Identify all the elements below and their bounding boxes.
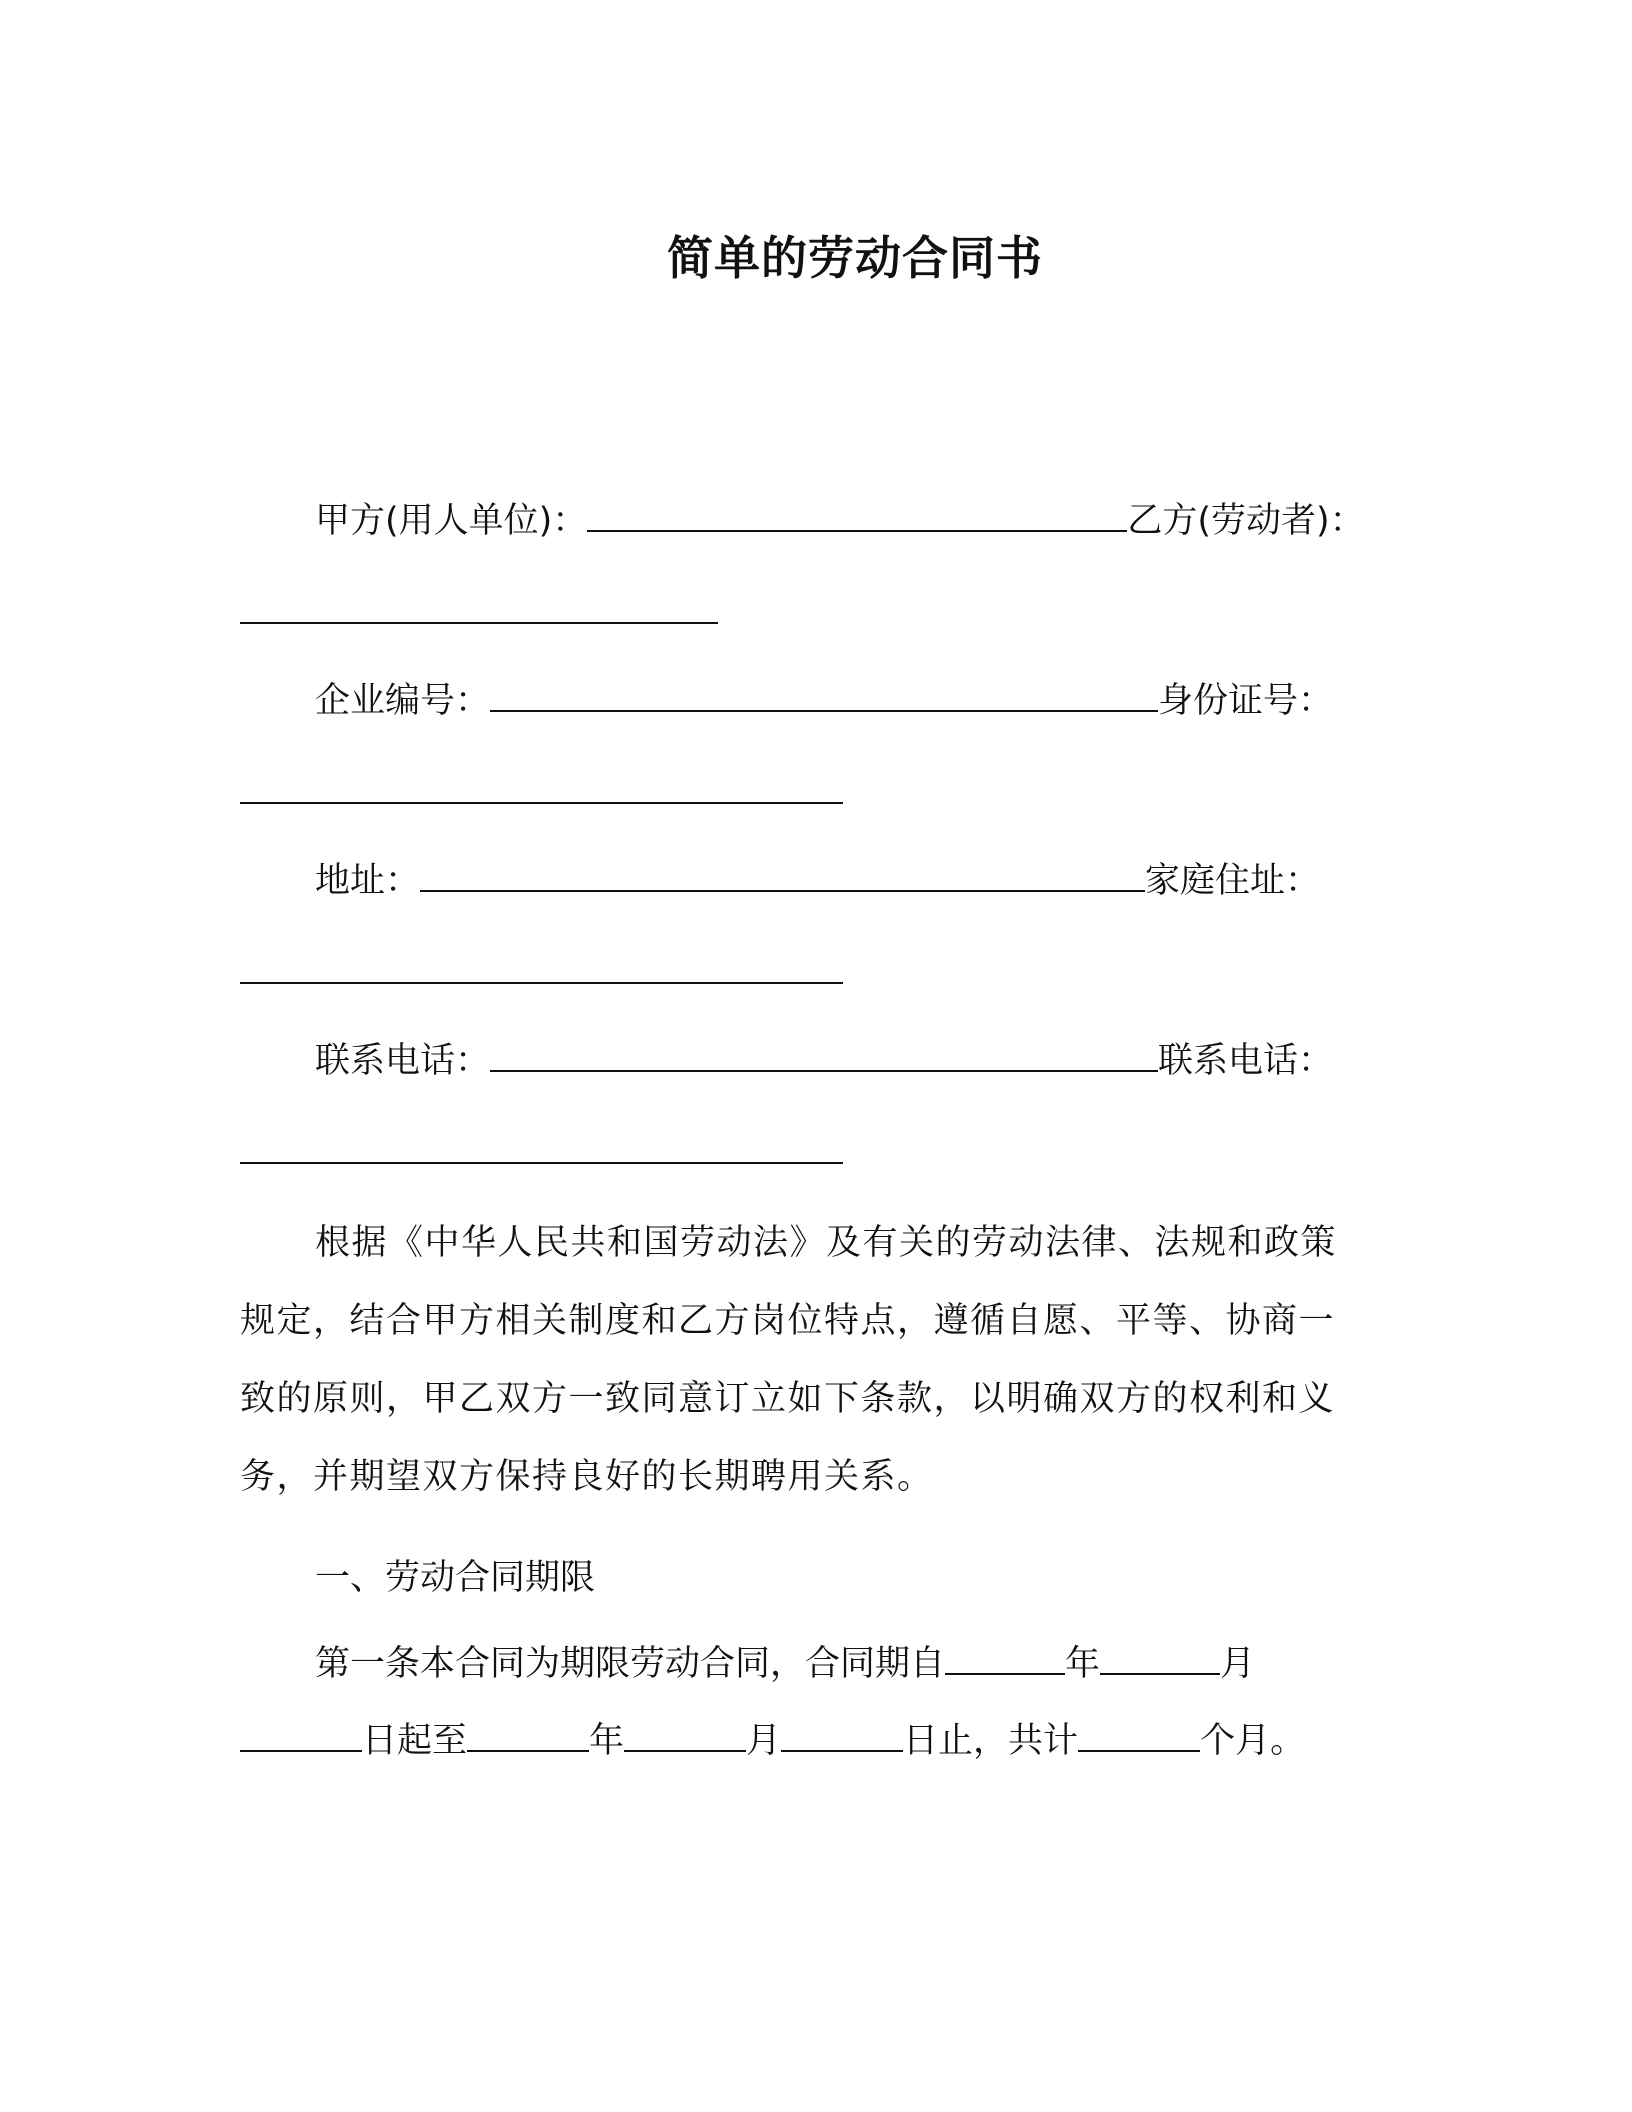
employee-blank[interactable] (240, 622, 718, 624)
article1-text-start: 第一条本合同为期限劳动合同，合同期自 (315, 1644, 946, 1684)
employee-label: 乙方(劳动者)： (1127, 501, 1365, 541)
article1-line2 (240, 1716, 1360, 1765)
start-month-blank[interactable] (1100, 1639, 1220, 1675)
party-row-4 (240, 1036, 1435, 1085)
start-year-unit: 年 (1065, 1644, 1101, 1684)
end-year-unit: 年 (589, 1721, 625, 1761)
start-year-blank[interactable] (945, 1639, 1065, 1675)
employer-phone-label: 联系电话： (315, 1041, 491, 1081)
article1-text-until: 日起至 (362, 1721, 468, 1761)
preamble-paragraph: 根据《中华人民共和国劳动法》及有关的劳动法律、法规和政策规定，结合甲方相关制度和乙方岗位特点，遵循自愿、平等、协商一致的原则，甲乙双方一致同意订立如下条款，以明确双方的权利和义务，并期望双方保持良好的长期聘用关系。 (240, 1223, 1338, 1497)
article1-text-end: 个月。 (1200, 1721, 1306, 1761)
company-number-label: 企业编号： (315, 681, 491, 721)
end-month-blank[interactable] (624, 1716, 746, 1752)
employee-phone-label: 联系电话： (1158, 1041, 1334, 1081)
article1-text-total: 日止，共计 (903, 1721, 1079, 1761)
start-month-unit: 月 (1220, 1644, 1256, 1684)
end-month-unit: 月 (746, 1721, 782, 1761)
address-blank[interactable] (420, 856, 1145, 892)
party-row-3 (240, 856, 1435, 905)
end-day-blank[interactable] (781, 1716, 903, 1752)
employer-blank[interactable] (587, 496, 1127, 532)
home-address-label: 家庭住址： (1145, 861, 1321, 901)
total-months-blank[interactable] (1078, 1716, 1200, 1752)
home-address-blank[interactable] (240, 982, 843, 984)
end-year-blank[interactable] (467, 1716, 589, 1752)
address-label: 地址： (315, 861, 421, 901)
company-number-blank[interactable] (490, 676, 1158, 712)
employer-phone-blank[interactable] (490, 1036, 1158, 1072)
id-number-label: 身份证号： (1158, 681, 1334, 721)
employer-label: 甲方(用人单位)： (315, 501, 588, 541)
id-number-blank[interactable] (240, 802, 843, 804)
party-row-2 (240, 676, 1435, 725)
start-day-blank[interactable] (240, 1716, 362, 1752)
section-heading: 一、劳动合同期限 (315, 1558, 596, 1598)
article1-line1 (240, 1639, 1435, 1688)
employee-phone-blank[interactable] (240, 1162, 843, 1164)
party-row-1 (240, 496, 1435, 545)
document-title: 简单的劳动合同书 (667, 231, 1043, 285)
